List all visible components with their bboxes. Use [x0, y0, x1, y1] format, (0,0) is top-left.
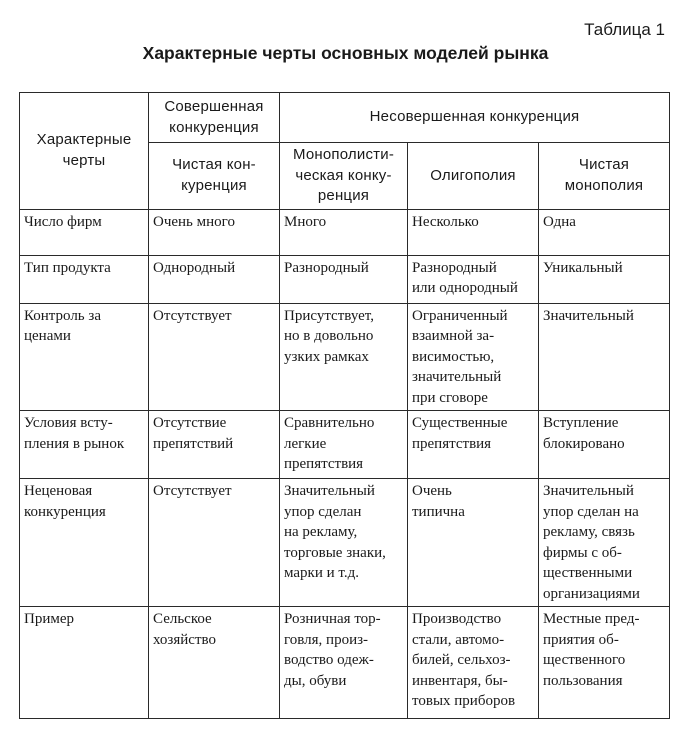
cell-oligopoly: Очень типична: [408, 479, 539, 607]
header-monopolistic-competition: Монополисти- ческая конку- ренция: [280, 143, 408, 210]
row-label: Контроль за ценами: [20, 303, 149, 411]
cell-monopolistic: Розничная тор- говля, произ- водство одеж- ды, обуви: [280, 607, 408, 719]
cell-pure-monopoly: Уникальный: [539, 255, 670, 303]
row-label: Пример: [20, 607, 149, 719]
cell-oligopoly: Существенные препятствия: [408, 411, 539, 479]
header-imperfect-competition: Несовершенная конкуренция: [280, 93, 670, 143]
table-row: [20, 479, 670, 607]
cell-oligopoly: Производство стали, автомо- билей, сельхоз- инвентаря, бы- товых приборов: [408, 607, 539, 719]
header-perfect-competition: Совершенная конкуренция: [149, 93, 280, 143]
cell-pure-competition: Отсутствует: [149, 303, 280, 411]
row-label: Условия всту- пления в рынок: [20, 411, 149, 479]
cell-pure-competition: Сельское хозяйство: [149, 607, 280, 719]
cell-pure-competition: Отсутствует: [149, 479, 280, 607]
cell-pure-monopoly: Значительный: [539, 303, 670, 411]
table-row: [20, 209, 670, 255]
cell-pure-competition: Очень много: [149, 209, 280, 255]
cell-pure-monopoly: Вступление блокировано: [539, 411, 670, 479]
market-models-table: [19, 92, 670, 719]
cell-pure-monopoly: Местные пред- приятия об- щественного пользования: [539, 607, 670, 719]
header-pure-competition: Чистая кон- куренция: [149, 143, 280, 210]
table-row: [20, 411, 670, 479]
table-number: Таблица 1: [584, 20, 665, 39]
cell-monopolistic: Сравнительно легкие препятствия: [280, 411, 408, 479]
table-row: [20, 303, 670, 411]
header-features: Характерные черты: [20, 93, 149, 210]
header-pure-monopoly: Чистая монополия: [539, 143, 670, 210]
row-label: Неценовая конкуренция: [20, 479, 149, 607]
cell-oligopoly: Разнородный или однородный: [408, 255, 539, 303]
cell-monopolistic: Разнородный: [280, 255, 408, 303]
cell-pure-monopoly: Одна: [539, 209, 670, 255]
header-oligopoly: Олигополия: [408, 143, 539, 210]
table-title: Характерные черты основных моделей рынка: [142, 43, 549, 63]
cell-pure-competition: Отсутствие препятствий: [149, 411, 280, 479]
cell-monopolistic: Присутствует, но в довольно узких рамках: [280, 303, 408, 411]
cell-monopolistic: Много: [280, 209, 408, 255]
cell-pure-competition: Однородный: [149, 255, 280, 303]
cell-monopolistic: Значительный упор сделан на рекламу, торговые знаки, марки и т.д.: [280, 479, 408, 607]
table-row: [20, 255, 670, 303]
cell-oligopoly: Несколько: [408, 209, 539, 255]
row-label: Число фирм: [20, 209, 149, 255]
cell-pure-monopoly: Значительный упор сделан на рекламу, связь фирмы с об- щественными организациями: [539, 479, 670, 607]
cell-oligopoly: Ограниченный взаимной за- висимостью, значительный при сговоре: [408, 303, 539, 411]
row-label: Тип продукта: [20, 255, 149, 303]
table-row: [20, 607, 670, 719]
